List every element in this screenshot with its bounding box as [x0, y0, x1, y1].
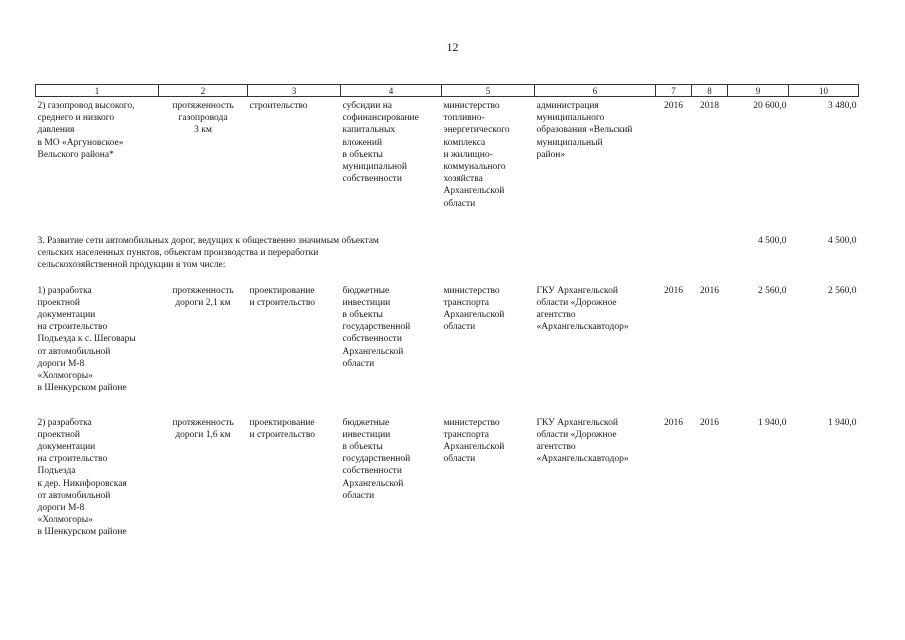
total-cell: 20 600,0: [753, 101, 787, 111]
name-cell-line: проектной: [37, 429, 80, 440]
funding-cell-line: Архангельской: [342, 346, 404, 357]
ministry-cell-line: транспорта: [443, 429, 489, 440]
start-year-cell: 2016: [664, 285, 683, 296]
section-title-line: 3. Развитие сети автомобильных дорог, ведущих к общественно значимым объектам: [37, 235, 379, 246]
name-cell-line: дороги М-8: [37, 502, 85, 513]
work-type-cell-line: проектирование: [249, 285, 315, 296]
funding-cell-line: субсидии на: [342, 101, 393, 111]
funding-cell-line: софинансирование: [342, 113, 419, 124]
name-cell-line: документации: [37, 309, 96, 320]
funding-cell-line: бюджетные: [342, 417, 390, 428]
year-value-cell: 3 480,0: [828, 101, 857, 111]
executor-cell-line: ГКУ Архангельской: [536, 417, 619, 428]
funding-cell: [341, 282, 442, 414]
start-year-cell: 2016: [664, 101, 683, 111]
page-number: 12: [446, 40, 459, 54]
work-type-cell-line: и строительство: [249, 297, 316, 308]
ministry-cell: [442, 97, 535, 232]
ministry-cell-line: Архангельской: [443, 441, 505, 452]
name-cell-line: давления: [37, 125, 75, 136]
funding-cell-line: в объекты: [342, 149, 383, 160]
total-cell: 1 940,0: [758, 417, 787, 428]
year-value-cell: 4 500,0: [828, 235, 857, 246]
length-cell-line: протяженность: [172, 101, 234, 111]
name-cell-line: на строительство: [37, 322, 108, 333]
executor-cell-line: ГКУ Архангельской: [536, 285, 619, 296]
section-row: [36, 232, 859, 282]
column-header: 7: [656, 85, 692, 97]
name-cell-line: от автомобильной: [37, 490, 111, 501]
work-type-cell: [248, 282, 341, 414]
executor-cell-line: «Архангельскавтодор»: [536, 454, 629, 465]
name-cell-line: «Холмогоры»: [37, 370, 93, 381]
year-value-cell: 2 560,0: [828, 285, 857, 296]
funding-cell-line: вложений: [342, 137, 383, 148]
column-header: 3: [248, 85, 341, 97]
ministry-cell-line: и жилищно-: [443, 149, 493, 160]
program-table: [35, 84, 859, 554]
name-cell-line: документации: [37, 441, 96, 452]
executor-cell: [535, 282, 656, 414]
ministry-cell-line: энергетического: [443, 125, 510, 136]
section-title-line: сельских населенных пунктов, объектам производства и переработки: [37, 247, 319, 258]
executor-cell-line: «Архангельскавтодор»: [536, 322, 629, 333]
name-cell-line: в МО «Аргуновское»: [37, 137, 124, 148]
ministry-cell-line: министерство: [443, 417, 500, 428]
executor-cell-line: области «Дорожное: [536, 429, 617, 440]
column-number-row: [36, 85, 859, 97]
length-cell: [159, 97, 248, 232]
ministry-cell: [442, 282, 535, 414]
ministry-cell-line: области: [443, 198, 476, 209]
year-value-cell: 1 940,0: [828, 417, 857, 428]
name-cell-line: к дер. Никифоровская: [37, 478, 127, 489]
funding-cell-line: государственной: [342, 454, 411, 465]
table-body: [36, 97, 859, 554]
start-year-cell: 2016: [664, 417, 683, 428]
column-header: 6: [535, 85, 656, 97]
name-cell-line: Подъезда: [37, 466, 76, 477]
name-cell-line: «Холмогоры»: [37, 515, 93, 526]
section-title-line: сельскохозяйственной продукции в том числе:: [37, 259, 226, 270]
column-header: 4: [341, 85, 442, 97]
name-cell-line: Подъезда к с. Шеговары: [37, 334, 136, 345]
ministry-cell-line: комплекса: [443, 137, 486, 148]
funding-cell: [341, 97, 442, 232]
funding-cell-line: капитальных: [342, 125, 396, 136]
ministry-cell-line: транспорта: [443, 297, 489, 308]
length-cell-line: 3 км: [194, 125, 212, 136]
executor-cell: [535, 414, 656, 554]
work-type-cell-line: строительство: [249, 101, 308, 111]
name-cell-line: проектной: [37, 297, 80, 308]
end-year-cell: 2018: [700, 101, 719, 111]
length-cell-line: дороги 2,1 км: [175, 297, 231, 308]
length-cell-line: дороги 1,6 км: [175, 429, 231, 440]
column-header: 1: [36, 85, 159, 97]
work-type-cell: [248, 414, 341, 554]
executor-cell: [535, 97, 656, 232]
ministry-cell-line: области: [443, 322, 476, 333]
executor-cell-line: агентство: [536, 309, 576, 320]
executor-cell-line: образования «Вельский: [536, 125, 633, 136]
column-header: 9: [728, 85, 789, 97]
table-row: [36, 414, 859, 554]
column-header: 8: [692, 85, 728, 97]
executor-cell-line: муниципальный: [536, 137, 603, 148]
funding-cell-line: собственности: [342, 334, 402, 345]
funding-cell-line: муниципальной: [342, 162, 407, 173]
funding-cell-line: собственности: [342, 466, 402, 477]
executor-cell-line: администрация: [536, 101, 599, 111]
ministry-cell-line: министерство: [443, 285, 500, 296]
work-type-cell: [248, 97, 341, 232]
name-cell-line: в Шенкурском районе: [37, 383, 127, 394]
table-row: [36, 282, 859, 414]
table-row: [36, 97, 859, 232]
ministry-cell-line: министерство: [443, 101, 500, 111]
column-header: 5: [442, 85, 535, 97]
funding-cell: [341, 414, 442, 554]
name-cell: [36, 414, 159, 554]
ministry-cell-line: топливно-: [443, 113, 485, 124]
executor-cell-line: район»: [536, 149, 566, 160]
funding-cell-line: собственности: [342, 174, 402, 185]
executor-cell-line: области «Дорожное: [536, 297, 617, 308]
name-cell-line: 2) газопровод высокого,: [37, 101, 135, 111]
name-cell-line: среднего и низкого: [37, 113, 115, 124]
end-year-cell: 2016: [700, 417, 719, 428]
length-cell-line: протяженность: [172, 285, 234, 296]
funding-cell-line: Архангельской: [342, 478, 404, 489]
funding-cell-line: области: [342, 490, 375, 501]
work-type-cell-line: проектирование: [249, 417, 315, 428]
ministry-cell-line: Архангельской: [443, 186, 505, 197]
length-cell: [159, 282, 248, 414]
name-cell-line: 1) разработка: [37, 285, 92, 296]
ministry-cell-line: области: [443, 454, 476, 465]
funding-cell-line: инвестиции: [342, 429, 391, 440]
total-cell: 2 560,0: [758, 285, 787, 296]
name-cell-line: 2) разработка: [37, 417, 92, 428]
name-cell-line: на строительство: [37, 454, 108, 465]
name-cell: [36, 282, 159, 414]
ministry-cell: [442, 414, 535, 554]
name-cell-line: дороги М-8: [37, 358, 85, 369]
column-header: 2: [159, 85, 248, 97]
name-cell-line: от автомобильной: [37, 346, 111, 357]
column-header: 10: [789, 85, 859, 97]
length-cell-line: протяженность: [172, 417, 234, 428]
length-cell: [159, 414, 248, 554]
ministry-cell-line: коммунального: [443, 162, 506, 173]
end-year-cell: 2016: [700, 285, 719, 296]
length-cell-line: газопровода: [178, 113, 228, 124]
funding-cell-line: в объекты: [342, 441, 383, 452]
funding-cell-line: инвестиции: [342, 297, 391, 308]
funding-cell-line: государственной: [342, 322, 411, 333]
executor-cell-line: муниципального: [536, 113, 605, 124]
section-title: [36, 232, 728, 282]
total-cell: 4 500,0: [758, 235, 787, 246]
funding-cell-line: бюджетные: [342, 285, 390, 296]
name-cell-line: в Шенкурском районе: [37, 527, 127, 538]
funding-cell-line: в объекты: [342, 309, 383, 320]
ministry-cell-line: хозяйства: [443, 174, 483, 185]
name-cell: [36, 97, 159, 232]
ministry-cell-line: Архангельской: [443, 309, 505, 320]
name-cell-line: Вельского района*: [37, 149, 114, 160]
executor-cell-line: агентство: [536, 441, 576, 452]
work-type-cell-line: и строительство: [249, 429, 316, 440]
funding-cell-line: области: [342, 358, 375, 369]
